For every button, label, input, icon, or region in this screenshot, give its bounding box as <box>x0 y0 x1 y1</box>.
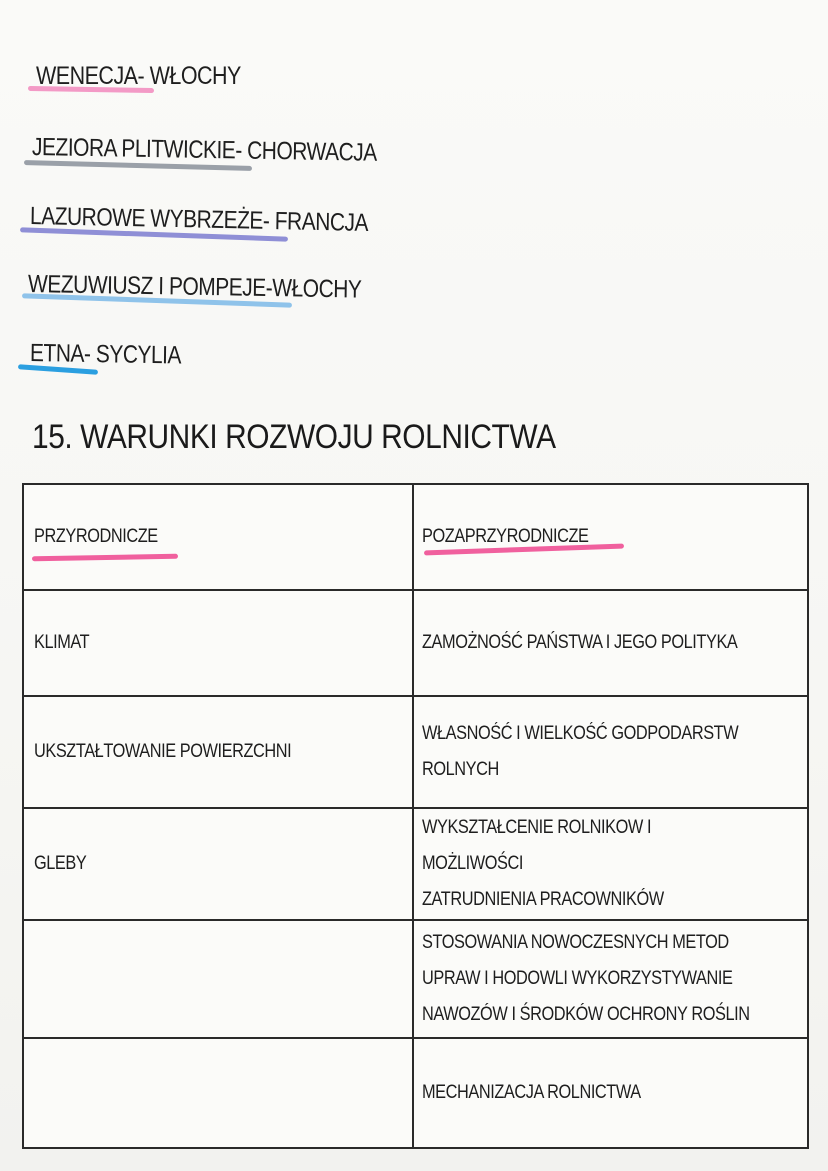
table-header-cell <box>414 485 807 589</box>
cell-text: UKSZTAŁTOWANIE POWIERZCHNI <box>34 741 292 762</box>
cell-text: WYKSZTAŁCENIE ROLNIKOW I MOŻLIWOŚCI ZATRUDNIENIA PRACOWNIKÓW <box>422 817 664 910</box>
header-natural: PRZYRODNICZE <box>34 526 158 547</box>
place-item: WENECJA- WŁOCHY <box>36 62 241 90</box>
place-item: JEZIORA PLITWICKIE- CHORWACJA <box>31 133 377 167</box>
place-item: ETNA- SYCYLIA <box>29 339 182 370</box>
table-row <box>24 591 807 697</box>
table-row <box>24 697 807 809</box>
conditions-table <box>22 483 809 1149</box>
table-cell <box>414 809 807 919</box>
cell-text: ZAMOŻNOŚĆ PAŃSTWA I JEGO POLITYKA <box>422 632 738 653</box>
cell-text: KLIMAT <box>34 632 90 653</box>
table-row <box>24 809 807 921</box>
table-cell <box>24 591 414 695</box>
cell-text: MECHANIZACJA ROLNICTWA <box>422 1082 641 1103</box>
table-cell <box>24 697 414 807</box>
header-non-natural: POZAPRZYRODNICZE <box>422 526 589 547</box>
place-item: WEZUWIUSZ I POMPEJE-WŁOCHY <box>27 270 362 304</box>
table-header-cell <box>24 485 414 589</box>
table-header-row <box>24 485 807 591</box>
cell-text: WŁASNOŚĆ I WIELKOŚĆ GODPODARSTW ROLNYCH <box>422 723 739 780</box>
place-item: LAZUROWE WYBRZEŻE- FRANCJA <box>29 202 369 238</box>
table-row <box>24 921 807 1039</box>
table-cell <box>414 1039 807 1147</box>
table-cell <box>24 809 414 919</box>
cell-text: STOSOWANIA NOWOCZESNYCH METOD UPRAW I HODOWLI WYKORZYSTYWANIE NAWOZÓW I ŚRODKÓW OCHRONY ROŚLIN <box>422 932 750 1025</box>
table-cell <box>414 697 807 807</box>
table-cell <box>414 591 807 695</box>
table-cell <box>414 921 807 1037</box>
table-row <box>24 1039 807 1147</box>
section-heading: 15. WARUNKI ROZWOJU ROLNICTWA <box>32 418 556 456</box>
table-cell <box>24 921 414 1037</box>
table-cell <box>24 1039 414 1147</box>
cell-text: GLEBY <box>34 853 87 874</box>
